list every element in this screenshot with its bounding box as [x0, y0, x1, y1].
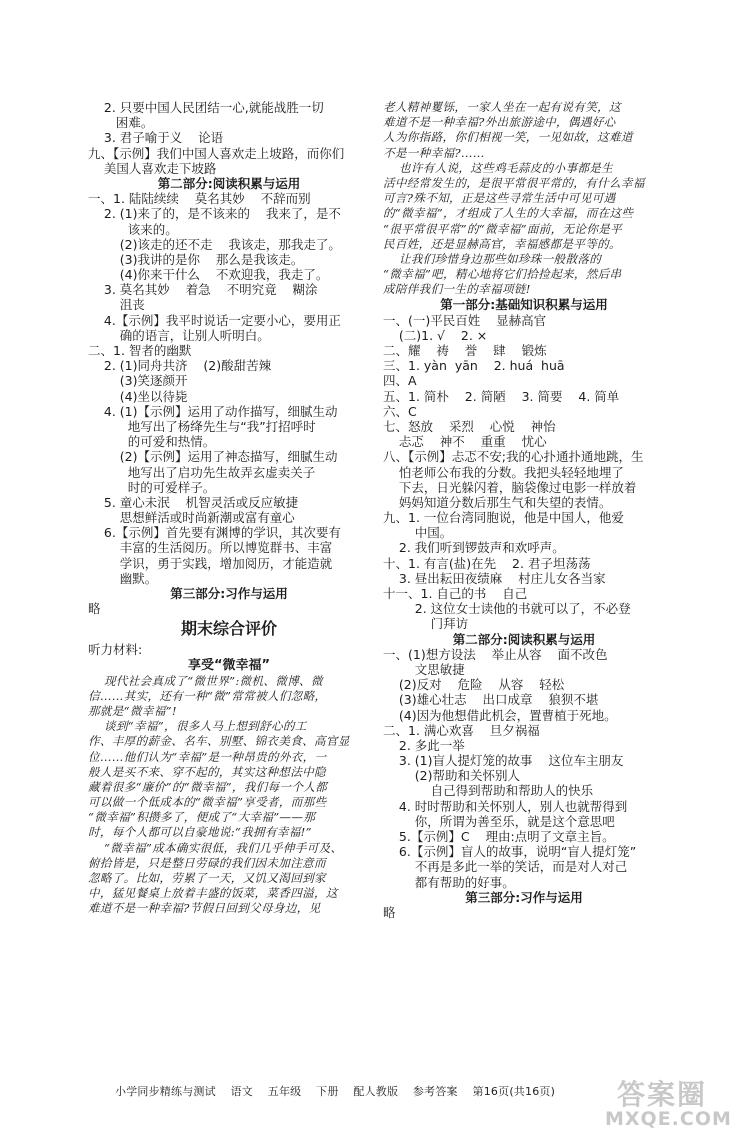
text-line: 略	[88, 601, 101, 617]
text-line: 2. 只要中国人民团结一心,就能战胜一切	[88, 100, 324, 115]
text-line: 困难。	[88, 115, 154, 131]
text-line: 思想鲜活或时尚新潮或富有童心	[88, 510, 295, 526]
text-line: 二、1. 满心欢喜 旦夕祸福	[383, 722, 540, 738]
text-line: (二)1. √ 2. ×	[383, 327, 488, 343]
text-line: 6.【示例】盲人的故事，说明“盲人提灯笼”	[383, 844, 637, 860]
right-column	[383, 100, 665, 920]
text-line: 5.【示例】C 理由:点明了文章主旨。	[383, 829, 615, 844]
text-line: 确的语言，让别人听明白。	[88, 327, 270, 343]
text-line: 妈妈知道分数后那生气和失望的表情。	[383, 494, 612, 510]
text-line: (3)雄心壮志 出口成章 狼狈不堪	[383, 692, 599, 708]
text-line: 二、耀 祷 誉 肆 锻炼	[383, 343, 547, 358]
text-line: 时，每个人都可以自豪地说:“我拥有幸福!”	[88, 825, 312, 840]
text-line: 下去，日光躲闪着，脑袋像过电影一样放着	[383, 479, 637, 495]
text-line: 丰富的生活阅历。所以博览群书、丰富	[88, 540, 333, 556]
text-line: 6.【示例】首先要有渊博的学识，其次要有	[88, 525, 341, 541]
text-line: 4. (1)【示例】运用了动作描写，细腻生动	[88, 403, 338, 419]
text-line: 怕老师公布我的分数。我把头轻轻地埋了	[383, 464, 624, 480]
text-line: 学识，勇于实践，增加阅历，才能造就	[88, 555, 333, 571]
text-line: 作、丰厚的薪金、名车、别墅、锦衣美食、高官显	[88, 734, 350, 749]
text-line: 那就是“微幸福”!	[88, 703, 177, 718]
text-line: 略	[383, 904, 396, 920]
text-line: (3)笑逐颜开	[88, 373, 188, 389]
text-line: 一、1. 陆陆续续 莫名其妙 不辞而别	[88, 191, 311, 207]
text-line: 你，所谓为善至乐，就是这个意思吧	[383, 813, 615, 829]
section-heading: 第三部分:习作与运用	[465, 889, 583, 905]
text-line: (3)我讲的是你 那么是我该走。	[88, 251, 304, 267]
text-line: 老人精神矍铄，一家人坐在一起有说有笑，这	[383, 100, 621, 114]
text-line: 难道不是一种幸福?节假日回到父母身边，见	[88, 901, 321, 916]
text-line: 中国。	[383, 525, 453, 541]
text-line: 幽默。	[88, 570, 158, 586]
text-line: 人为你指路，你们相视一笑，一见如故，这难道	[383, 130, 633, 145]
text-line: 一、(1)想方设法 举止从容 面不改色	[383, 646, 608, 662]
left-column	[88, 100, 370, 917]
text-line: 不再是多此一举的笑话，而是对人对己	[383, 859, 628, 875]
text-line: 4.【示例】我平时说话一定要小心，要用正	[88, 312, 341, 328]
text-line: 十一、1. 自己的书 自己	[383, 586, 528, 601]
section-heading: 第三部分:习作与运用	[170, 586, 288, 601]
text-line: 文思敏捷	[383, 661, 465, 677]
text-line: 民百姓，还是显赫高官，幸福感都是平等的。	[383, 236, 621, 251]
text-line: 九、【示例】我们中国人喜欢走上坡路，而你们	[88, 145, 345, 161]
text-line: 也许有人说，这些鸡毛蒜皮的小事都是生	[383, 160, 614, 175]
text-line: 可言?殊不知，正是这些寻常生活中可见可遇	[383, 191, 616, 206]
text-line: “很平常很平常”的“微幸福”面前，无论你是平	[383, 221, 622, 236]
text-line: 信……其实，还有一种“微”常常被人们忽略，	[88, 688, 327, 703]
text-line: 一、(一)平民百姓 显赫高官	[383, 312, 547, 328]
text-line: “微幸福”吧，精心地将它们拾捡起来，然后串	[383, 267, 622, 282]
text-line: 藏着很多“廉价”的“微幸福”，我们每一个人都	[88, 779, 327, 794]
text-line: 沮丧	[88, 297, 145, 313]
text-line: 十、1. 有言(盐)在先 2. 君子坦荡荡	[383, 555, 591, 571]
text-line: 时的可爱样子。	[88, 479, 216, 495]
text-line: 忽略了。比如，劳累了一天，又饥又渴回到家	[88, 871, 326, 885]
text-line: 2. (1)同舟共济 (2)酸甜苦辣	[88, 358, 272, 374]
text-line: 3. 昼出耘田夜绩麻 村庄儿女各当家	[383, 570, 606, 586]
text-line: 2. 我们听到锣鼓声和欢呼声。	[383, 540, 565, 556]
text-line: 七、怒放 采烈 心悦 神怡	[383, 418, 556, 434]
text-line: (4)你来干什么 不欢迎我，我走了。	[88, 267, 329, 283]
text-line: 位……他们认为“幸福”是一种昂贵的外衣，一	[88, 749, 327, 764]
text-line: 二、1. 智者的幽默	[88, 343, 192, 358]
text-line: (2)反对 危险 从容 轻松	[383, 677, 565, 693]
text-line: 3. 君子喻于义 论语	[88, 130, 224, 146]
text-line: 现代社会真成了“微世界”:微机、微博、微	[88, 673, 323, 688]
text-line: 五、1. 简朴 2. 简陋 3. 简要 4. 简单	[383, 388, 620, 404]
text-line: 2. 多此一举	[383, 737, 465, 753]
text-line: (4)因为他想借此机会，置曹植于死地。	[383, 707, 617, 723]
text-line: 四、A	[383, 373, 417, 389]
text-line: 美国人喜欢走下坡路	[88, 160, 217, 176]
text-line: 2. 这位女士读他的书就可以了，不必登	[383, 601, 631, 617]
text-line: 可以做一个低成本的“微幸福”享受者，而那些	[88, 795, 327, 810]
text-line: 三、1. yàn yān 2. huá huā	[383, 358, 565, 374]
text-line: 的可爱和热情。	[88, 434, 216, 450]
exam-title: 期末综合评价	[180, 619, 277, 639]
text-line: “微幸福”成本确实很低，我们几乎伸手可及、	[88, 840, 343, 855]
text-line: 中，猛见餐桌上放着丰盛的饭菜，菜香四溢，这	[88, 886, 338, 901]
text-line: “微幸福”积攒多了，便成了“大幸福”——那	[88, 810, 316, 825]
text-line: 八、【示例】忐忑不安;我的心扑通扑通地跳，生	[383, 449, 644, 465]
text-line: 自己得到帮助和帮助人的快乐	[383, 783, 594, 799]
section-heading: 第二部分:阅读积累与运用	[157, 175, 301, 191]
text-line: 3. 莫名其妙 着急 不明究竟 糊涂	[88, 282, 318, 298]
text-line: 3. (1)盲人提灯笼的故事 这位车主朋友	[383, 753, 624, 769]
text-line: 该来的。	[88, 221, 178, 237]
page-footer: 小学同步精练与测试 语文 五年级 下册 配人教版 参考答案 第16页(共16页)	[115, 1085, 556, 1098]
text-line: 都有帮助的好事。	[383, 874, 515, 890]
text-line: 九、1. 一位台湾同胞说，他是中国人，他爱	[383, 510, 624, 526]
text-line: (2)【示例】运用了神态描写，细腻生动	[88, 449, 338, 465]
watermark-line: 答案圈	[617, 1078, 708, 1111]
text-line: 地写出了启功先生故弄玄虚卖关子	[88, 464, 316, 480]
text-line: 难道不是一种幸福?外出旅游途中，偶遇好心	[383, 115, 616, 130]
text-line: 让我们珍惜身边那些如珍珠一般散落的	[383, 251, 602, 266]
text-line: 听力材料:	[88, 642, 143, 658]
text-line: 六、C	[383, 403, 417, 419]
text-line: 不是一种幸福?……	[383, 145, 485, 160]
section-heading: 第一部分:基础知识积累与运用	[440, 297, 608, 313]
text-line: 的“微幸福”，才组成了人生的大幸福，而在这些	[383, 206, 634, 221]
text-line: 地写出了杨绛先生与“我”打招呼时	[88, 418, 316, 434]
section-heading: 第二部分:阅读积累与运用	[452, 631, 596, 647]
watermark-logo	[605, 1078, 745, 1130]
text-line: 5. 童心未泯 机智灵活或反应敏捷	[88, 494, 299, 510]
text-line: 谈到“幸福”，很多人马上想到舒心的工	[88, 719, 307, 734]
text-line: (2)帮助和关怀别人	[383, 768, 520, 784]
watermark-line: MXQE.COM	[605, 1108, 732, 1130]
text-line: 门拜访	[383, 616, 469, 632]
text-line: 般人是买不来、穿不起的，其实这种想法中隐	[88, 764, 326, 779]
article-title: 享受“微幸福”	[187, 657, 271, 673]
text-line: (2)该走的还不走 我该走，那我走了。	[88, 236, 341, 252]
text-line: 2. (1)来了的，是不该来的 我来了，是不	[88, 206, 341, 222]
text-line: 4. 时时帮助和关怀别人，别人也就帮得到	[383, 798, 628, 814]
text-line: 活中经常发生的，是很平常很平常的，有什么幸福	[383, 175, 645, 190]
text-line: 成陪伴我们一生的幸福项链!	[383, 282, 531, 297]
text-line: (4)坐以待毙	[88, 388, 188, 404]
text-line: 俯拾皆是，只是整日劳碌的我们因未加注意而	[88, 855, 326, 870]
text-line: 忐忑 神不 重重 忧心	[383, 434, 547, 450]
